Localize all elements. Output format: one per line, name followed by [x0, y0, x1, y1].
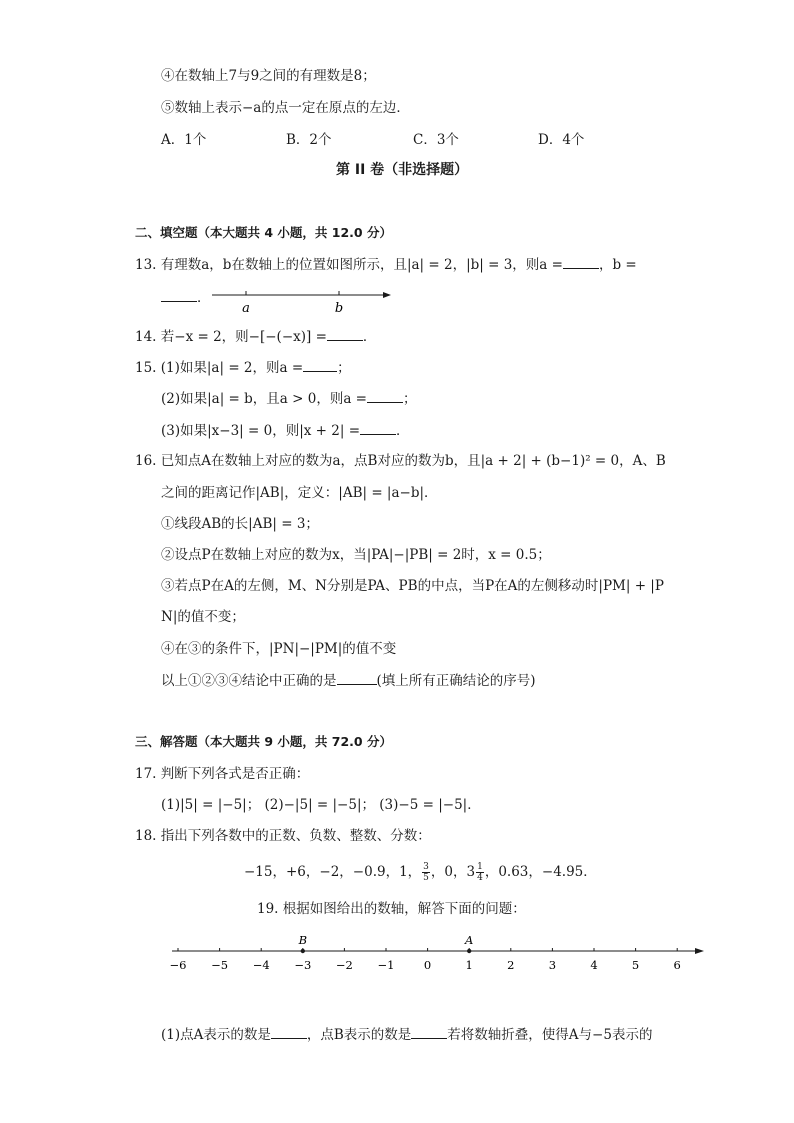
q15-part1 [135, 357, 351, 378]
q19-question1 [161, 1024, 652, 1045]
q14-stem: 14. 若−x = 2，则−[−(−x)] = [135, 329, 327, 345]
q12-item4: ④在数轴上7与9之间的有理数是8； [161, 68, 376, 84]
q18-fraction-1-4 [476, 862, 484, 883]
option-c: C．3个 [413, 132, 459, 148]
q16-statement3: ③若点P在A的左侧，M、N分别是PA、PB的中点，当P在A的左侧移动时|PM| + |P [161, 578, 664, 594]
q19-tick-label: 2 [507, 958, 515, 972]
q16-answer-stem: 以上①②③④结论中正确的是 [161, 673, 337, 689]
volume2-title: 第 II 卷（非选择题） [336, 162, 469, 178]
q18-line1: 18. 指出下列各数中的正数、负数、整数、分数： [135, 828, 431, 844]
q19-tick-label: 0 [423, 958, 432, 972]
q13-line1 [135, 254, 637, 275]
q17-line1: 17. 判断下列各式是否正确： [135, 766, 310, 782]
q19-point-b-dot [301, 949, 305, 953]
q13-line2 [161, 287, 211, 308]
q14 [135, 326, 376, 347]
q15-end3: ． [396, 423, 410, 439]
q15-end1: ； [337, 360, 351, 376]
q16-statement4: ④在③的条件下，|PN|−|PM|的值不变 [161, 641, 397, 657]
q19-tick-label: −2 [335, 958, 353, 972]
q15-blank2[interactable] [367, 388, 403, 403]
q15-part2 [161, 388, 417, 409]
q12-item5: ⑤数轴上表示−a的点一定在原点的左边． [161, 100, 410, 116]
q18-frac1-den: 5 [423, 873, 429, 883]
q16-answer-hint: (填上所有正确结论的序号) [376, 673, 536, 689]
q19-point-a-label: A [465, 933, 474, 947]
q15-end2: ； [403, 391, 417, 407]
q19-tick-label: 1 [465, 958, 473, 972]
q13-arrow-icon [383, 292, 391, 298]
q18-fraction-3-5 [422, 862, 430, 883]
q19-arrow-icon [695, 948, 704, 954]
q19-tick-label: −6 [169, 958, 187, 972]
q19-q1-a: (1)点A表示的数是 [161, 1027, 271, 1043]
q19-tick-label: −5 [211, 958, 229, 972]
q19-blank-b[interactable] [411, 1024, 447, 1039]
section2-title: 二、填空题（本大题共 4 小题，共 12.0 分） [135, 225, 392, 240]
q19-tick-label: 5 [631, 958, 640, 972]
q14-end: ． [362, 329, 377, 345]
q19-number-line [160, 928, 720, 978]
q13-b-eq: ，b = [598, 257, 637, 273]
q19-q1-b: ，点B表示的数是 [306, 1027, 412, 1043]
q16-statement2: ②设点P在数轴上对应的数为x，当|PA|−|PB| = 2时，x = 0.5； [161, 547, 551, 563]
q13-label-a: a [242, 301, 250, 316]
q13-stem: 13. 有理数a，b在数轴上的位置如图所示，且|a| = 2，|b| = 3，则a = [135, 257, 563, 273]
q16-answer-line [161, 670, 536, 691]
q19-tick-label: 4 [590, 958, 598, 972]
q18-frac1-num: 3 [423, 862, 429, 872]
q13-blank-b[interactable] [161, 287, 197, 302]
q15-stem3: (3)如果|x−3| = 0，则|x + 2| = [161, 423, 361, 439]
q18-frac2-den: 4 [477, 873, 483, 883]
option-d: D．4个 [538, 132, 585, 148]
q19-point-b-label: B [298, 933, 308, 947]
q17-line2: (1)|5| = |−5|； (2)−|5| = |−5|； (3)−5 = |−5|． [161, 797, 481, 813]
q14-blank[interactable] [327, 326, 363, 341]
q16-statement3-cont: N|的值不变； [161, 609, 245, 625]
q13-number-line [208, 286, 398, 316]
q15-stem1: 15. (1)如果|a| = 2，则a = [135, 360, 304, 376]
q19-tick-label: −1 [377, 958, 395, 972]
q16-line2: 之间的距离记作|AB|，定义：|AB| = |a−b|． [161, 485, 438, 501]
q16-line1: 16. 已知点A在数轴上对应的数为a，点B对应的数为b，且|a + 2| + (b−1)² = 0，A、B [135, 453, 666, 469]
q18-numbers [244, 862, 597, 883]
q19-tick-label: −3 [294, 958, 312, 972]
q18-nums-a: −15，+6，−2，−0.9，1， [244, 864, 422, 880]
q19-tick-label: −4 [252, 958, 270, 972]
q18-nums-b: ，0，3 [430, 864, 476, 880]
q15-blank3[interactable] [360, 420, 396, 435]
section3-title: 三、解答题（本大题共 9 小题，共 72.0 分） [135, 734, 392, 749]
q15-blank1[interactable] [303, 357, 337, 372]
option-a: A．1个 [161, 132, 207, 148]
q19-tick-label: 3 [548, 958, 557, 972]
q19-tick-label: 6 [673, 958, 681, 972]
q19-line1: 19. 根据如图给出的数轴，解答下面的问题： [257, 901, 526, 917]
q13-label-b: b [334, 301, 344, 316]
q16-blank[interactable] [337, 670, 377, 685]
q19-point-a-dot [467, 949, 471, 953]
q19-q1-c: 若将数轴折叠，使得A与−5表示的 [447, 1027, 653, 1043]
q15-part3 [161, 420, 410, 441]
q19-blank-a[interactable] [271, 1024, 307, 1039]
q16-statement1: ①线段AB的长|AB| = 3； [161, 516, 319, 532]
q15-stem2: (2)如果|a| = b，且a > 0，则a = [161, 391, 367, 407]
q13-blank-a[interactable] [563, 254, 599, 269]
option-b: B．2个 [286, 132, 332, 148]
q19-ticks [170, 933, 681, 972]
q18-frac2-num: 1 [477, 862, 483, 872]
q18-nums-c: ，0.63，−4.95． [484, 864, 597, 880]
q13-line2-end: ． [197, 290, 211, 306]
